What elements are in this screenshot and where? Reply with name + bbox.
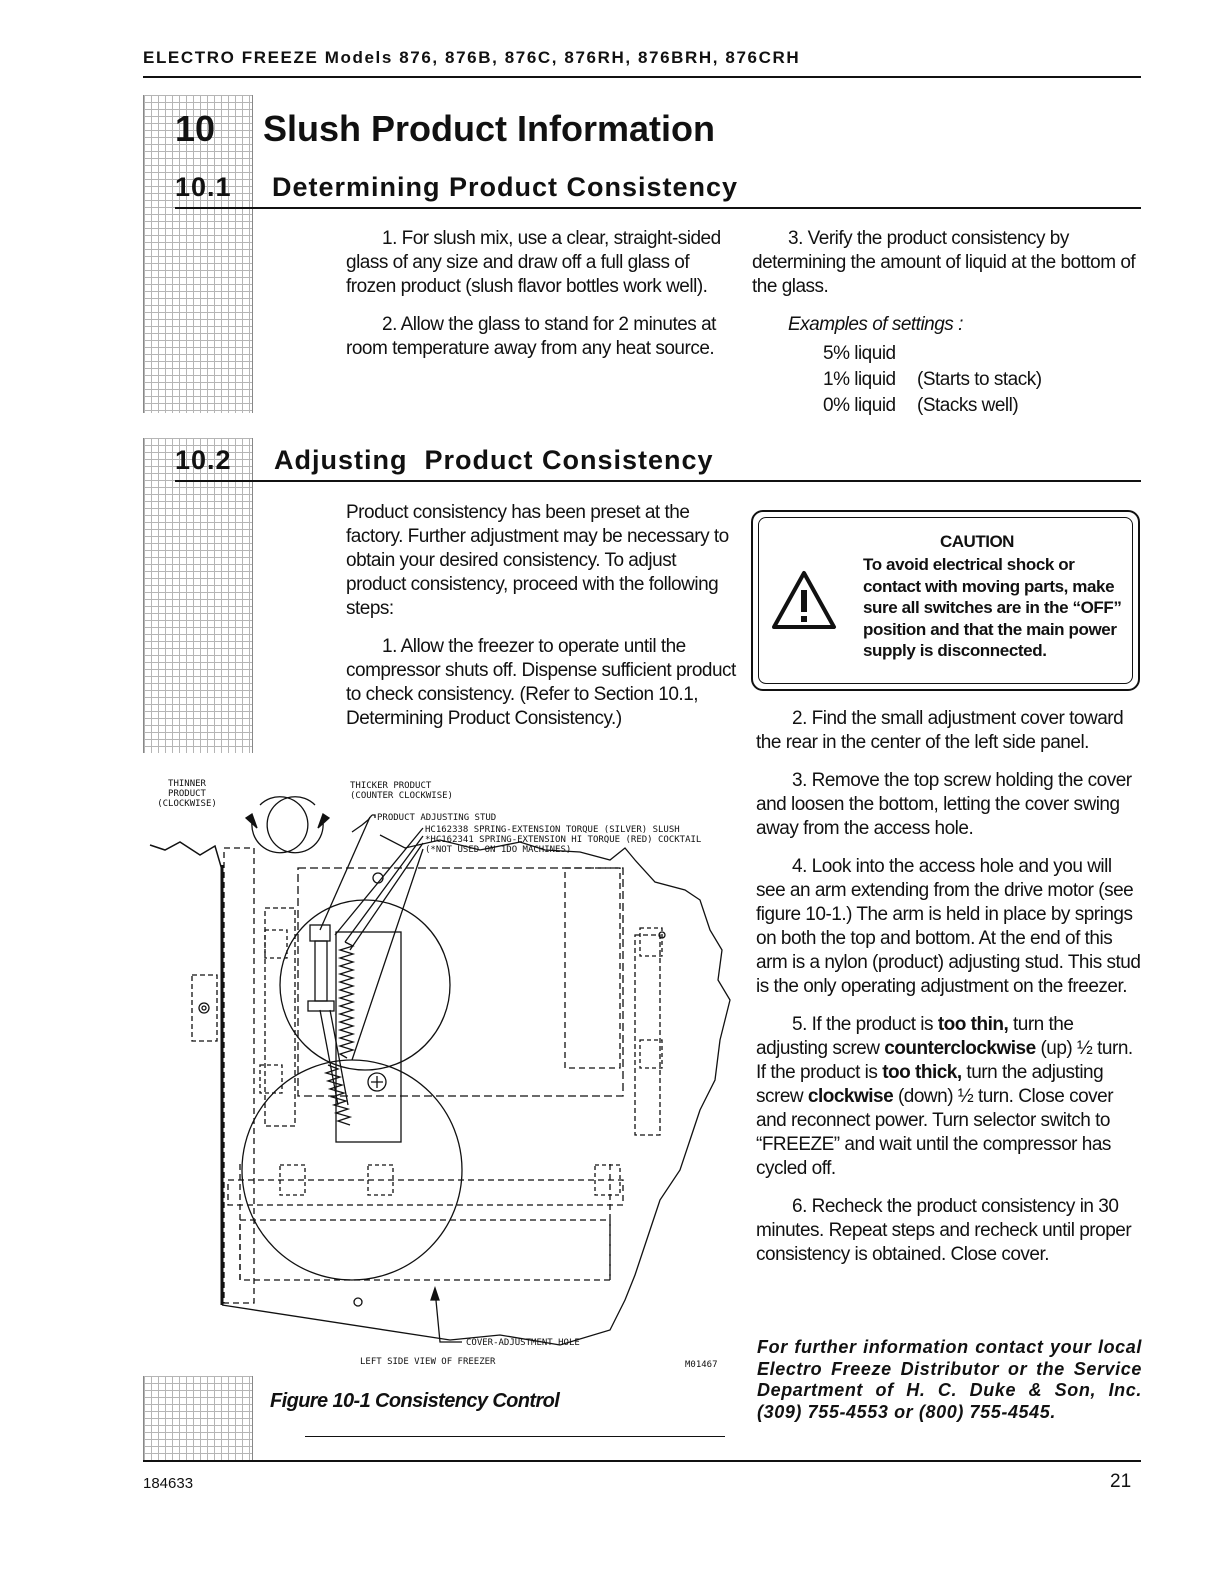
caption-rule: [305, 1436, 725, 1437]
header-rule: [143, 76, 1141, 78]
example-item: 1% liquid (Starts to stack): [823, 369, 1042, 390]
contact-info: For further information contact your local Electro Freeze Distributor or the Service Department of H. C. Duke & Son, Inc. (309) 755-4553 or (800) 755-4545.: [757, 1337, 1142, 1422]
subsection-rule: [175, 480, 1141, 482]
label-clockwise: (CLOCKWISE): [157, 799, 217, 809]
label-spring-1: HC162338 SPRING-EXTENSION TORQUE (SILVER) SLUSH: [425, 825, 680, 835]
step-1: 1. Allow the freezer to operate until the compressor shuts off. Dispense sufficient product to check consistency. (Refer to Section 10.1, Determining Product Consistency.): [346, 636, 736, 729]
caution-title: CAUTION: [940, 532, 1014, 551]
step-2: 2. Find the small adjustment cover toward the rear in the center of the left side panel.: [756, 708, 1124, 753]
examples-list: [823, 341, 1137, 419]
label-view: LEFT SIDE VIEW OF FREEZER: [360, 1357, 496, 1367]
label-spring-2: *HC162341 SPRING-EXTENSION HI TORQUE (RED) COCKTAIL: [425, 835, 702, 845]
footer-rule: [143, 1460, 1141, 1462]
col-right-10-1: [752, 227, 1137, 419]
clockwise-arrow-icon: [252, 797, 308, 853]
step-1: 1. For slush mix, use a clear, straight-sided glass of any size and draw off a full glass of frozen product (slush flavor bottles work well).: [346, 228, 721, 297]
margin-grid-block: [143, 1376, 253, 1461]
label-stud: PRODUCT ADJUSTING STUD: [377, 813, 497, 823]
subsection-rule: [175, 207, 1141, 209]
col-left-10-2: [346, 501, 736, 745]
step-3: 3. Remove the top screw holding the cover and loosen the bottom, letting the cover swing away from the access hole.: [756, 770, 1132, 839]
label-hole: COVER-ADJUSTMENT HOLE: [466, 1338, 580, 1348]
subsection-number: 10.1: [175, 172, 232, 202]
label-thinner: THINNER: [168, 779, 206, 789]
page-number: 21: [1110, 1471, 1132, 1492]
example-item: 5% liquid: [823, 343, 896, 364]
margin-grid-block: [143, 438, 253, 753]
example-item: 0% liquid (Stacks well): [823, 395, 1019, 416]
step-5: 5. If the product is too thin, turn the adjusting screw counterclockwise (up) ½ turn. If the product is too thick, turn the adjusting screw clockwise (down) ½ turn. Close cover and reconnect power. Turn selector switch to “FREEZE” and wait until the compressor has cycled off.: [756, 1014, 1133, 1179]
label-thinner-product: PRODUCT: [168, 789, 206, 799]
counter-clockwise-arrow-icon: [267, 797, 323, 853]
subsection-title: Determining Product Consistency: [272, 172, 739, 202]
label-code: M01467: [685, 1360, 718, 1370]
consistency-control-diagram: [140, 760, 740, 1375]
label-thicker: THICKER PRODUCT: [350, 781, 432, 791]
col-right-10-2: [756, 707, 1144, 1281]
figure-caption: Figure 10-1 Consistency Control: [270, 1390, 560, 1412]
step-2: 2. Allow the glass to stand for 2 minutes at room temperature away from any heat source.: [346, 314, 716, 359]
step-4: 4. Look into the access hole and you will see an arm extending from the drive motor (see figure 10-1.) The arm is held in place by springs on both the top and bottom. At the end of this arm is a nylon (product) adjusting stud. This stud is the only operating adjustment on the freezer.: [756, 856, 1141, 997]
section-number: 10: [175, 108, 216, 149]
step-3: 3. Verify the product consistency by determining the amount of liquid at the bottom of the glass.: [752, 228, 1136, 297]
subsection-title: Adjusting Product Consistency: [274, 445, 714, 475]
section-title: Slush Product Information: [263, 108, 716, 149]
intro-paragraph: Product consistency has been preset at the factory. Further adjustment may be necessary to obtain your desired consistency. To adjust product consistency, proceed with the following steps:: [346, 502, 729, 619]
warning-triangle-icon: [771, 570, 837, 630]
document-number: 184633: [143, 1475, 194, 1492]
label-counter-clockwise: (COUNTER CLOCKWISE): [350, 791, 453, 801]
col-left-10-1: [346, 227, 732, 375]
step-6: 6. Recheck the product consistency in 30 minutes. Repeat steps and recheck until proper consistency is obtained. Close cover.: [756, 1196, 1132, 1265]
running-header: ELECTRO FREEZE Models 876, 876B, 876C, 876RH, 876BRH, 876CRH: [143, 48, 801, 67]
caution-text: To avoid electrical shock or contact with moving parts, make sure all switches are in the “OFF” position and that the main power supply is disconnected.: [863, 555, 1122, 660]
subsection-number: 10.2: [175, 445, 232, 475]
label-spring-3: (*NOT USED ON 1DO MACHINES): [425, 845, 572, 855]
examples-label: Examples of settings :: [788, 314, 963, 335]
